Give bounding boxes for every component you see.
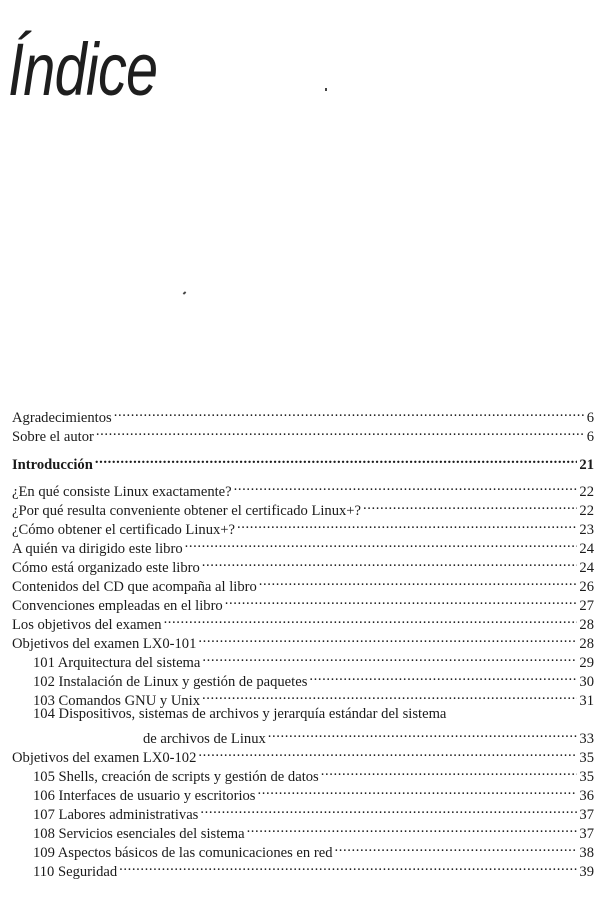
toc-entry-label: ¿En qué consiste Linux exactamente?: [12, 484, 232, 500]
toc-entry-label: Contenidos del CD que acompaña al libro: [12, 579, 257, 595]
toc-page-number: 39: [579, 864, 594, 880]
dot-leader: [321, 762, 578, 781]
toc-page-number: 33: [579, 731, 594, 747]
dot-leader: [225, 591, 578, 610]
toc-page-number: 28: [579, 636, 594, 652]
toc-page-number: 35: [579, 750, 594, 766]
dot-leader: [237, 515, 577, 534]
toc-entry-label: 102 Instalación de Linux y gestión de paquetes: [33, 674, 308, 690]
dot-leader: [259, 572, 578, 591]
toc-entry-label: 107 Labores administrativas: [33, 807, 199, 823]
toc-entry-label: 101 Arquitectura del sistema: [33, 655, 201, 671]
toc-chapter-introduccion[interactable]: [12, 450, 594, 473]
dot-leader: [114, 403, 585, 422]
table-of-contents: [12, 403, 594, 880]
toc-page-number: 23: [579, 522, 594, 538]
toc-page-number: 22: [579, 503, 594, 519]
toc-entry-label: 110 Seguridad: [33, 864, 118, 880]
dot-leader: [164, 610, 578, 629]
toc-entry-label: 106 Interfaces de usuario y escritorios: [33, 788, 256, 804]
dot-leader: [95, 450, 578, 469]
toc-entry-label: Objetivos del examen LX0-101: [12, 636, 197, 652]
dot-leader: [309, 667, 577, 686]
toc-page-number: 35: [579, 769, 594, 785]
toc-page-number: 37: [579, 826, 594, 842]
toc-entry-label: Los objetivos del examen: [12, 617, 162, 633]
toc-entry-label: 103 Comandos GNU y Unix: [33, 693, 201, 709]
toc-page-number: 21: [579, 457, 594, 473]
dot-leader: [268, 724, 578, 743]
toc-entry-label: A quién va dirigido este libro: [12, 541, 183, 557]
toc-entry-label: Convenciones empleadas en el libro: [12, 598, 223, 614]
dot-leader: [198, 629, 577, 648]
scan-speck: [325, 88, 327, 91]
toc-entry-agradecimientos[interactable]: [12, 403, 594, 426]
toc-entry-label: ¿Por qué resulta conveniente obtener el certificado Linux+?: [12, 503, 362, 519]
toc-subentry-first-line[interactable]: [12, 705, 594, 724]
toc-page-number: 36: [579, 788, 594, 804]
dot-leader: [200, 800, 577, 819]
toc-page-number: 24: [579, 560, 594, 576]
dot-leader: [257, 781, 577, 800]
toc-entry-sobre-el-autor[interactable]: [12, 422, 594, 445]
dot-leader: [247, 819, 578, 838]
toc-entry[interactable]: [12, 477, 594, 500]
dot-leader: [234, 477, 578, 496]
toc-subentry-continuation[interactable]: [12, 724, 594, 747]
toc-entry-label: 105 Shells, creación de scripts y gestión de datos: [33, 769, 319, 785]
dot-leader: [202, 686, 577, 705]
scan-speck: [183, 291, 187, 294]
toc-entry-label: 104 Dispositivos, sistemas de archivos y jerarquía estándar del sistema: [33, 706, 447, 722]
dot-leader: [198, 743, 577, 762]
toc-page-number: 28: [579, 617, 594, 633]
toc-page-number: 38: [579, 845, 594, 861]
toc-page-number: 37: [579, 807, 594, 823]
toc-page-number: 24: [579, 541, 594, 557]
dot-leader: [202, 648, 577, 667]
toc-page-number: 27: [579, 598, 594, 614]
page-title: Índice: [8, 28, 158, 111]
dot-leader: [202, 553, 578, 572]
toc-page-number: 31: [579, 693, 594, 709]
toc-page-number: 26: [579, 579, 594, 595]
toc-page-number: 29: [579, 655, 594, 671]
toc-entry-label: Cómo está organizado este libro: [12, 560, 200, 576]
toc-page-number: 6: [586, 410, 594, 426]
toc-entry-label: ¿Cómo obtener el certificado Linux+?: [12, 522, 235, 538]
toc-entry[interactable]: [12, 743, 594, 766]
dot-leader: [185, 534, 578, 553]
toc-entry-label: 108 Servicios esenciales del sistema: [33, 826, 245, 842]
toc-entry-label: Sobre el autor: [12, 429, 94, 445]
toc-entry-label: Objetivos del examen LX0-102: [12, 750, 197, 766]
toc-entry-label: Agradecimientos: [12, 410, 112, 426]
toc-entry-label-continuation: de archivos de Linux: [143, 731, 266, 747]
dot-leader: [119, 857, 577, 876]
toc-page-number: 22: [579, 484, 594, 500]
toc-entry-label: 109 Aspectos básicos de las comunicaciones en red: [33, 845, 333, 861]
toc-page-number: 6: [586, 429, 594, 445]
dot-leader: [335, 838, 578, 857]
dot-leader: [96, 422, 585, 441]
toc-page-number: 30: [579, 674, 594, 690]
dot-leader: [363, 496, 577, 515]
toc-entry-label: Introducción: [12, 457, 93, 473]
